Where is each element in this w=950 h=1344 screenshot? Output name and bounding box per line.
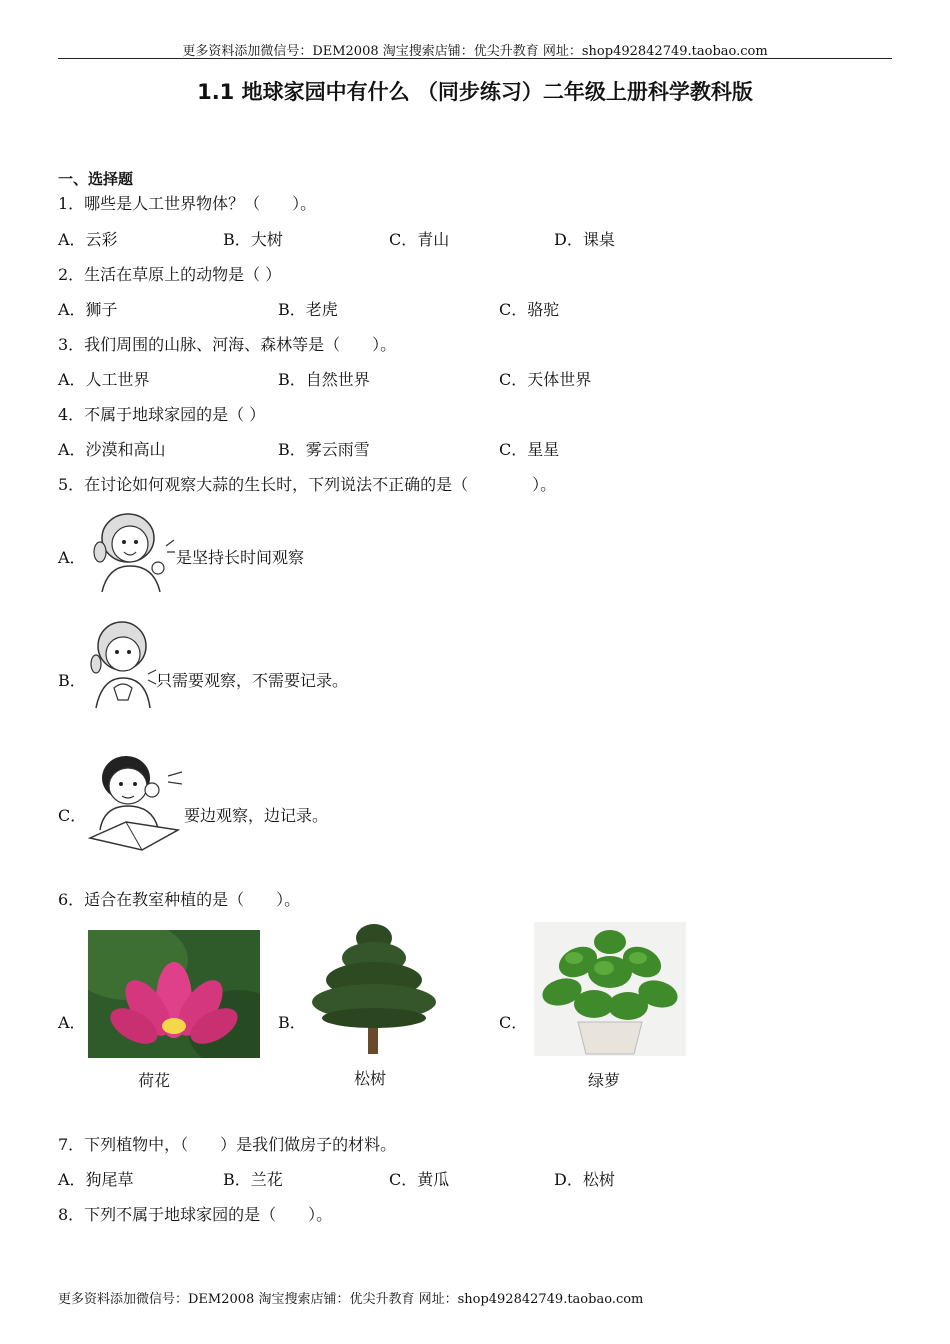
question-3-option-c: C．天体世界 (499, 370, 592, 389)
question-2-option-a: A．狮子 (58, 300, 118, 319)
question-4-option-b: B．雾云雨雪 (278, 440, 370, 459)
lotus-flower-image (88, 930, 260, 1058)
question-6-caption-b: 松树 (354, 1069, 387, 1088)
question-5-option-b-label: B． (58, 671, 86, 690)
question-6-caption-c: 绿萝 (588, 1071, 621, 1090)
question-3-option-b: B．自然世界 (278, 370, 370, 389)
question-1-stem: 1．哪些是人工世界物体？（ ）。 (58, 194, 317, 213)
question-4-option-a: A．沙漠和高山 (58, 440, 166, 459)
question-5-option-b-text: 只需要观察，不需要记录。 (156, 671, 349, 690)
question-4-option-c: C．星星 (499, 440, 560, 459)
question-7-option-c: C．黄瓜 (389, 1170, 450, 1189)
question-6-stem: 6．适合在教室种植的是（ ）。 (58, 890, 301, 909)
question-1-option-a: A．云彩 (58, 230, 118, 249)
question-5-stem: 5．在讨论如何观察大蒜的生长时，下列说法不正确的是（ ）。 (58, 475, 557, 494)
header-divider (58, 58, 892, 59)
pine-tree-image (304, 920, 444, 1056)
question-2-option-c: C．骆驼 (499, 300, 560, 319)
question-4-stem: 4．不属于地球家园的是（ ） (58, 405, 266, 424)
question-5-option-a-text: 是坚持长时间观察 (176, 548, 305, 567)
page-footer: 更多资料添加微信号：DEM2008 淘宝搜索店铺：优尖升教育 网址：shop492842749.taobao.com (58, 1292, 644, 1307)
girl-speaking-icon (88, 508, 176, 594)
question-6-option-a-label: A． (58, 1013, 86, 1032)
question-3-stem: 3．我们周围的山脉、河海、森林等是（ ）。 (58, 335, 397, 354)
question-7-option-a: A．狗尾草 (58, 1170, 134, 1189)
page-header: 更多资料添加微信号：DEM2008 淘宝搜索店铺：优尖升教育 网址：shop492842749.taobao.com (182, 44, 768, 59)
question-1-option-d: D．课桌 (554, 230, 615, 249)
page-title: 1.1 地球家园中有什么 （同步练习）二年级上册科学教科版 (197, 80, 753, 104)
question-8-stem: 8．下列不属于地球家园的是（ ）。 (58, 1205, 333, 1224)
girl-thinking-icon (88, 618, 158, 710)
question-1-option-c: C．青山 (389, 230, 450, 249)
boy-writing-icon (86, 750, 186, 854)
question-1-option-b: B．大树 (223, 230, 283, 249)
question-6-option-c-label: C． (499, 1013, 528, 1032)
pothos-plant-image (534, 922, 686, 1056)
question-7-option-b: B．兰花 (223, 1170, 283, 1189)
section-heading: 一、选择题 (58, 170, 134, 188)
question-5-option-c-text: 要边观察，边记录。 (184, 806, 329, 825)
question-6-caption-a: 荷花 (138, 1071, 171, 1090)
question-2-stem: 2．生活在草原上的动物是（ ） (58, 265, 282, 284)
question-5-option-c-label: C． (58, 806, 87, 825)
question-2-option-b: B．老虎 (278, 300, 338, 319)
question-5-option-a-label: A． (58, 548, 86, 567)
question-3-option-a: A．人工世界 (58, 370, 150, 389)
question-6-option-b-label: B． (278, 1013, 306, 1032)
question-7-stem: 7．下列植物中，（ ）是我们做房子的材料。 (58, 1135, 397, 1154)
question-7-option-d: D．松树 (554, 1170, 615, 1189)
